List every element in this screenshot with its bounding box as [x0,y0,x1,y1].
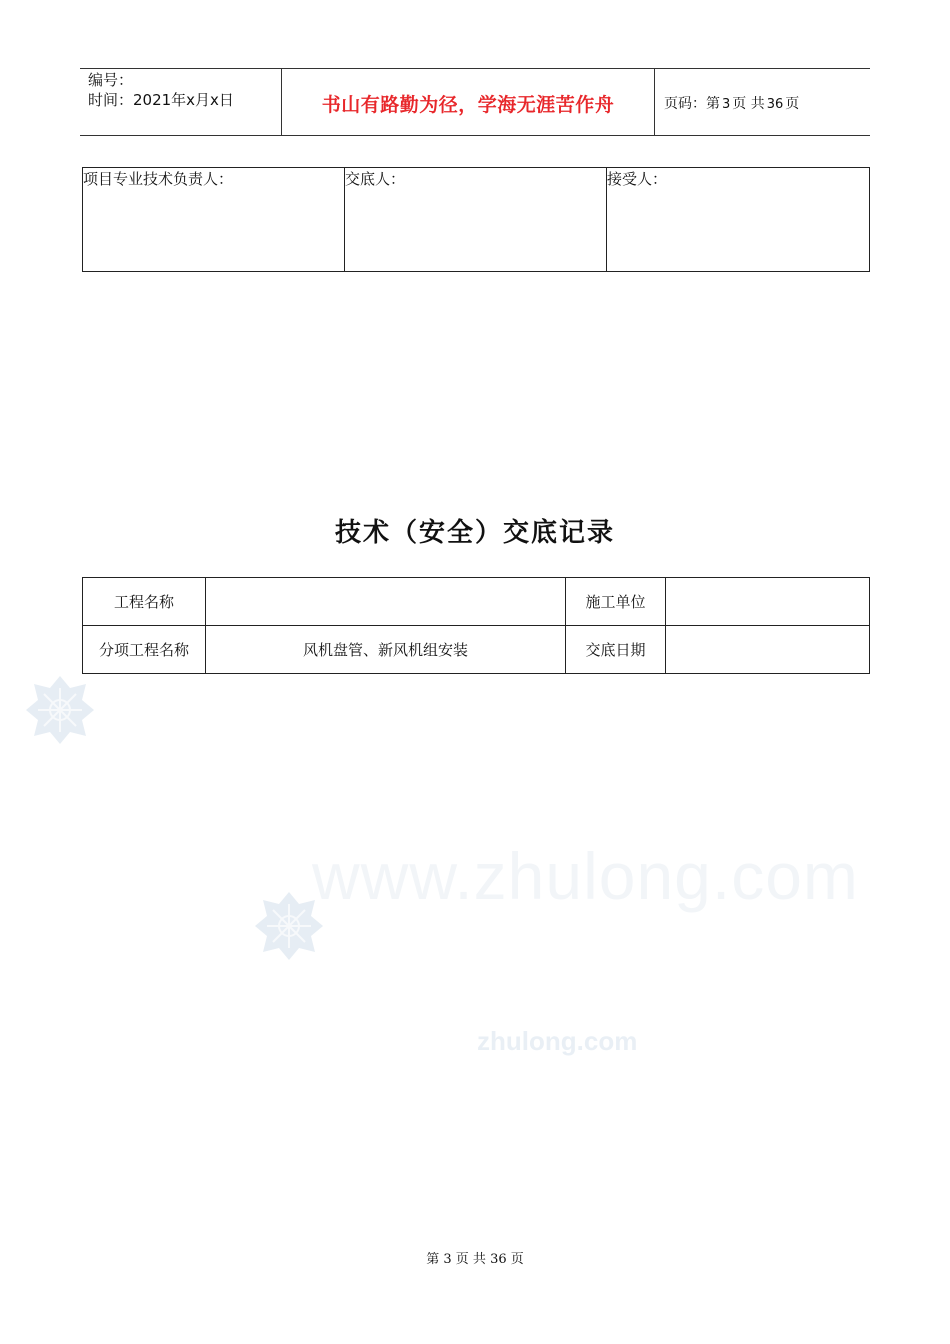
signature-row [83,168,870,272]
sub-project-label: 分项工程名称 [83,626,206,674]
project-name-label: 工程名称 [83,578,206,626]
page-current: 3 [722,97,731,112]
receiver-cell[interactable] [607,168,870,272]
snowflake-logo-icon [24,674,96,746]
page-mid: 页 共 [732,96,765,112]
header-bottom-rule [80,135,870,136]
record-title: 技术（安全）交底记录 [334,518,615,548]
footer-prefix: 第 [426,1252,440,1267]
header-motto: 书山有路勤为径，学海无涯苦作舟 [321,94,615,116]
footer-total: 36 [490,1252,507,1267]
document-time-label: 时间：2021年x月x日 [88,91,234,109]
document-number-label: 编号： [88,71,134,89]
table-row [83,578,870,626]
page-footer [0,1248,950,1267]
presenter-cell[interactable] [345,168,607,272]
record-info-table [82,577,870,674]
project-name-value[interactable] [206,578,566,626]
footer-mid: 页 共 [455,1252,486,1267]
header-page-indicator [664,93,799,113]
tech-lead-label: 项目专业技术负责人： [83,170,234,188]
signature-table [82,167,870,272]
page-total: 36 [766,97,784,112]
presenter-label: 交底人： [345,170,406,188]
footer-current: 3 [443,1252,452,1267]
receiver-label: 接受人： [607,170,668,188]
construction-unit-value[interactable] [666,578,870,626]
construction-unit-label: 施工单位 [566,578,666,626]
watermark-url-small: zhulong.com [477,1026,638,1056]
table-row [83,626,870,674]
header-meta [88,70,234,110]
page-prefix: 页码：第 [664,96,720,112]
header-divider-right [654,68,655,136]
header-top-rule [80,68,870,69]
footer-suffix: 页 [510,1252,524,1267]
page-suffix: 页 [785,96,800,112]
date-value[interactable] [666,626,870,674]
tech-lead-cell[interactable] [83,168,345,272]
sub-project-value[interactable]: 风机盘管、新风机组安装 [206,626,566,674]
date-label: 交底日期 [566,626,666,674]
watermark-url-large: www.zhulong.com [312,839,859,913]
